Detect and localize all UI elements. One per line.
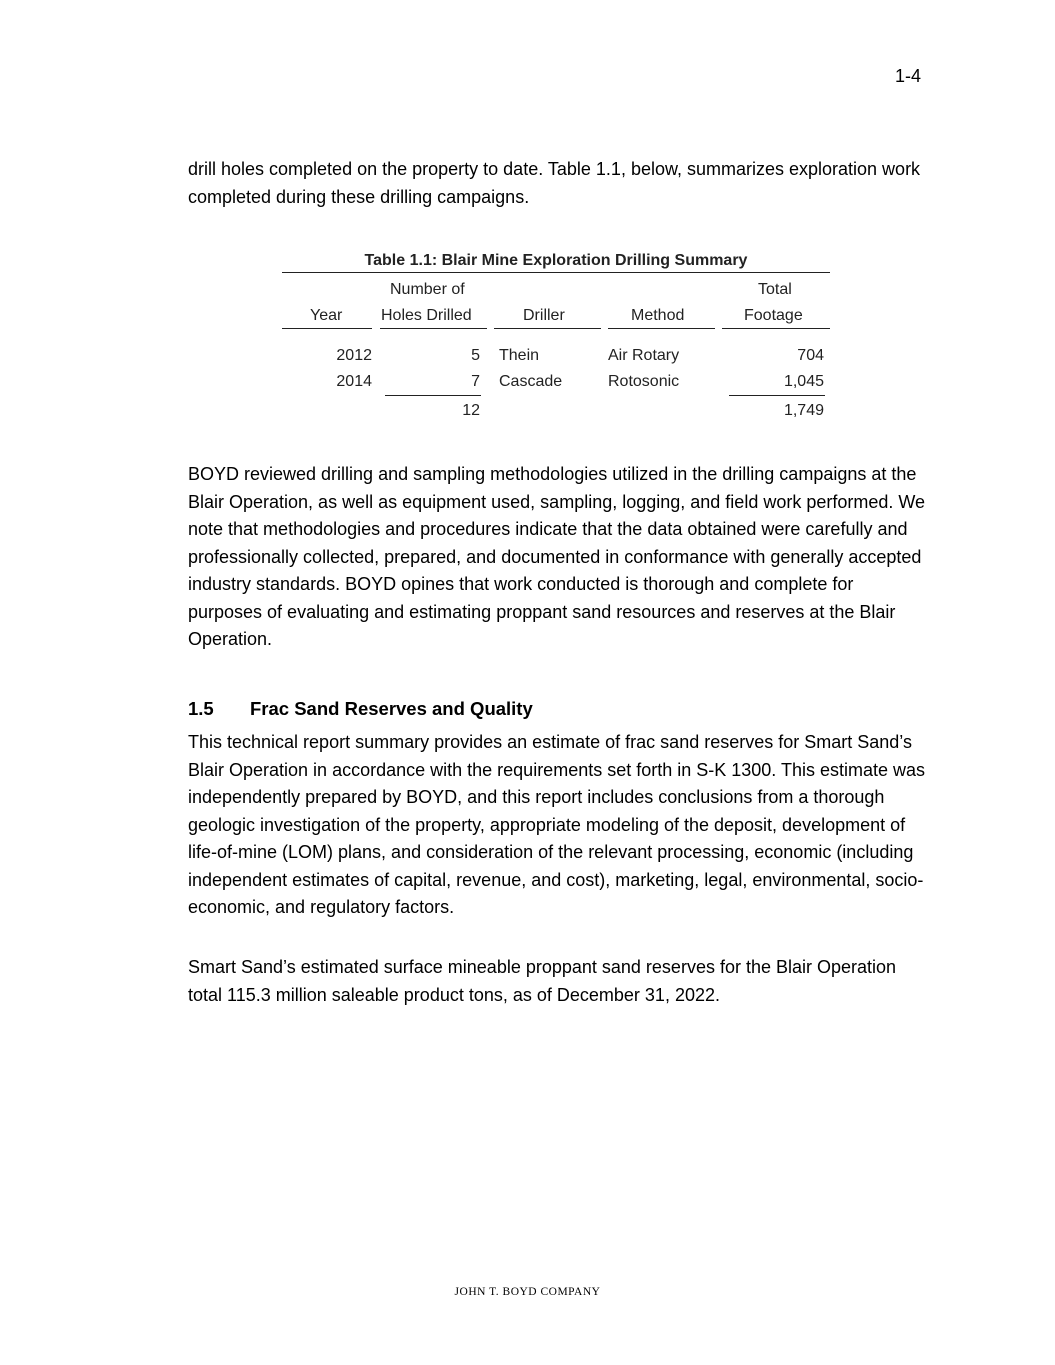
intro-paragraph: drill holes completed on the property to date. Table 1.1, below, summarizes exploration work completed during these drilling campaigns. [188,159,921,207]
section-number: 1.5 [188,698,214,719]
cell-holes: 7 [471,373,480,390]
header-year: Year [310,307,343,324]
cell-holes: 5 [471,347,480,364]
summary-paragraph: This technical report summary provides an estimate of frac sand reserves for Smart Sand’s Blair Operation in accordance with the requirements set forth in S-K 1300. This estimate was independently prepared by BOYD, and this report includes conclusions from a thorough geologic investigation of the property, appropriate modeling of the deposit, development of life-of-mine (LOM) plans, and consideration of the relevant processing, economic (including independent estimates of capital, revenue, and cost), marketing, legal, environmental, socio-economic, and regulatory factors. [188,732,926,917]
cell-method: Rotosonic [608,373,680,390]
cell-year: 2012 [336,347,372,364]
title-rule [282,272,830,273]
review-paragraph: BOYD reviewed drilling and sampling methodologies utilized in the drilling campaigns at the Blair Operation, as well as equipment used, sampling, logging, and field work performed. We note that methodologies and procedures indicate that the data obtained were carefully and professionally collected, prepared, and documented in conformance with generally accepted industry standards. BOYD opines that work conducted is thorough and complete for purposes of evaluating and estimating proppant sand resources and reserves at the Blair Operation. [188,464,926,649]
cell-footage: 704 [797,347,824,364]
header-rule [494,328,601,329]
header-holes-line2: Holes Drilled [381,307,472,324]
cell-method: Air Rotary [608,347,680,364]
header-footage-line2: Footage [744,307,803,324]
reserves-paragraph: Smart Sand’s estimated surface mineable proppant sand reserves for the Blair Operation total 115.3 million saleable product tons, as of December 31, 2022. [188,957,897,1005]
total-footage: 1,749 [783,402,824,419]
header-rule [282,328,372,329]
cell-driller: Thein [499,347,540,364]
section-title: Frac Sand Reserves and Quality [250,698,533,719]
header-holes-line1: Number of [390,281,465,298]
subtotal-rule [729,395,825,396]
header-rule [380,328,487,329]
section-heading [188,698,533,720]
header-rule [608,328,715,329]
table-title: Table 1.1: Blair Mine Exploration Drilling Summary [364,252,748,269]
cell-footage: 1,045 [783,373,824,390]
cell-year: 2014 [336,373,372,390]
header-rule [722,328,830,329]
header-driller: Driller [523,307,565,324]
drilling-summary-table [282,250,830,430]
header-method: Method [631,307,685,324]
total-holes: 12 [462,402,480,419]
header-footage-line1: Total [758,281,792,298]
footer-company: JOHN T. BOYD COMPANY [454,1286,601,1298]
subtotal-rule [385,395,481,396]
cell-driller: Cascade [499,373,563,390]
page-number: 1-4 [895,66,922,86]
